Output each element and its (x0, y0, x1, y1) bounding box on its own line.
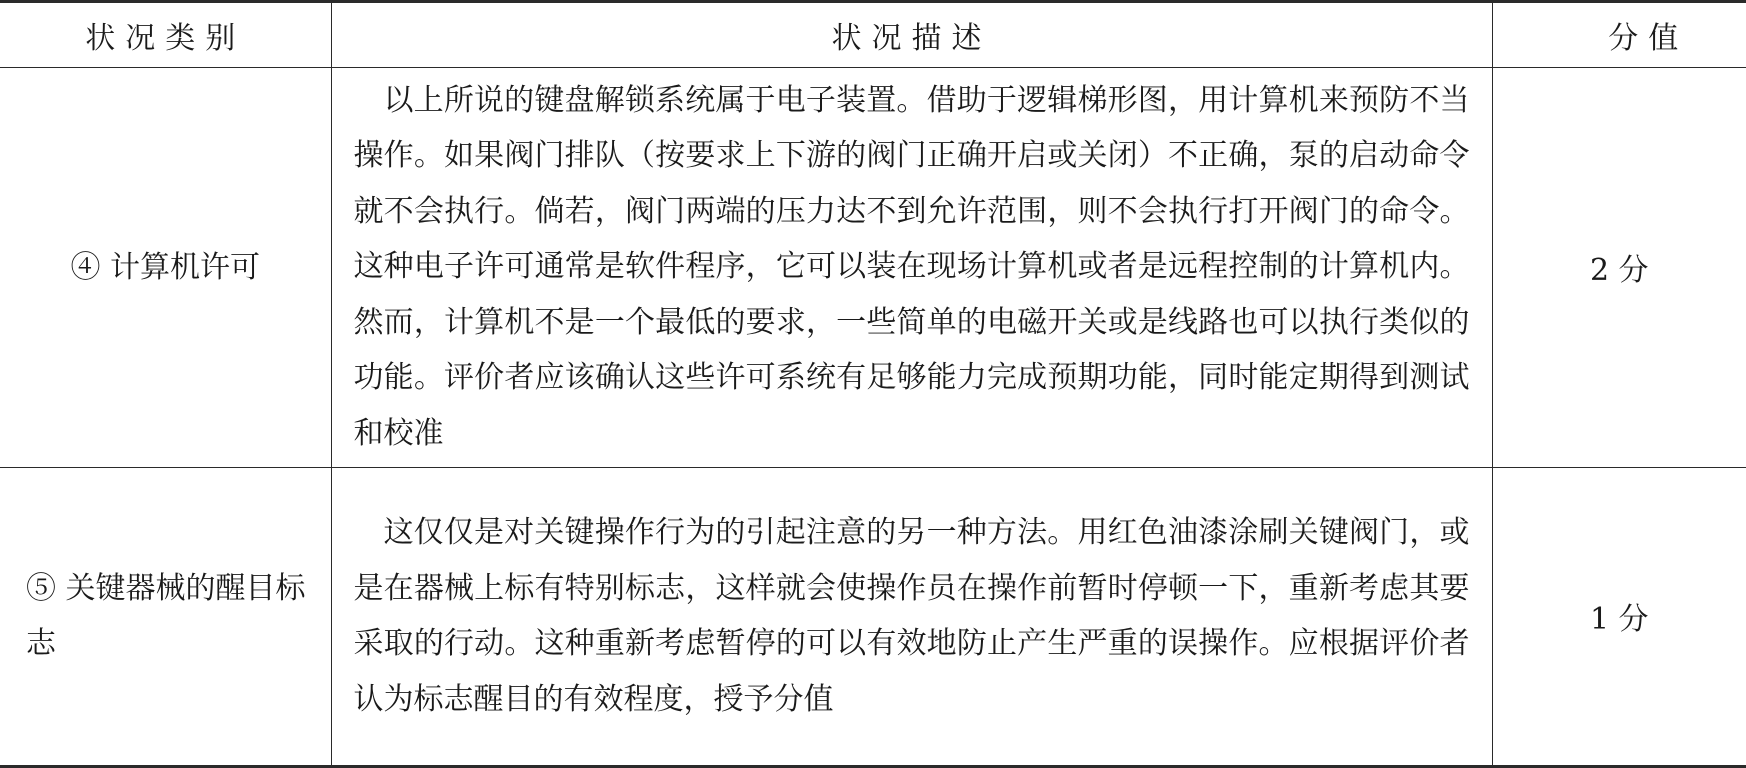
row-description: 以上所说的键盘解锁系统属于电子装置。借助于逻辑梯形图，用计算机来预防不当操作。如果阀门排队（按要求上下游的阀门正确开启或关闭）不正确，泵的启动命令就不会执行。倘若，阀门两端的压力达不到允许范围，则不会执行打开阀门的命令。这种电子许可通常是软件程序，它可以装在现场计算机或者是远程控制的计算机内。然而，计算机不是一个最低的要求，一些简单的电磁开关或是线路也可以执行类似的功能。评价者应该确认这些许可系统有足够能力完成预期功能，同时能定期得到测试和校准 (331, 67, 1492, 467)
header-description: 状况描述 (331, 3, 1492, 67)
table-row (0, 67, 1746, 467)
row-score: 2 分 (1492, 67, 1746, 467)
row-category: ⑤ 关键器械的醒目标志 (0, 467, 331, 765)
table-header-row (0, 3, 1746, 67)
table-row (0, 467, 1746, 765)
row-score: 1 分 (1492, 467, 1746, 765)
header-score: 分值 (1492, 3, 1746, 67)
status-table-grid (0, 3, 1746, 765)
header-category: 状况类别 (0, 3, 331, 67)
row-description: 这仅仅是对关键操作行为的引起注意的另一种方法。用红色油漆涂刷关键阀门，或是在器械上标有特别标志，这样就会使操作员在操作前暂时停顿一下，重新考虑其要采取的行动。这种重新考虑暂停的可以有效地防止产生严重的误操作。应根据评价者认为标志醒目的有效程度，授予分值 (331, 467, 1492, 765)
row-category: ④ 计算机许可 (0, 67, 331, 467)
